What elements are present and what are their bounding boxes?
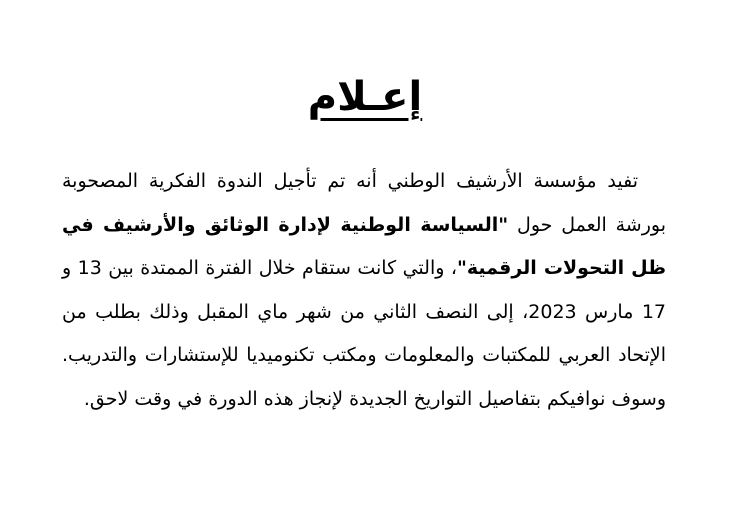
paragraph-text-end: ، والتي كانت ستقام خلال الفترة الممتدة بين 13 و 17 مارس 2023، إلى النصف الثاني من شهر ماي المقبل وذلك بطلب من الإتحاد العربي للمكتبات والمعلومات ومكتب تكنوميديا للإستشارات والتدريب. وسوف نوافيكم بتفاصيل التواريخ الجديدة لإنجاز هذه الدورة في وقت لاحق.: [62, 257, 666, 410]
notice-body: [62, 160, 666, 421]
notice-paragraph: [62, 160, 666, 421]
notice-title: إعـلام: [307, 74, 423, 120]
paragraph-text-start: تفيد مؤسسة الأرشيف الوطني أنه تم تأجيل الندوة الفكرية المصحوبة بورشة العمل حول: [62, 170, 666, 236]
workshop-title: "السياسة الوطنية لإدارة الوثائق والأرشيف في ظل التحولات الرقمية": [62, 213, 667, 279]
